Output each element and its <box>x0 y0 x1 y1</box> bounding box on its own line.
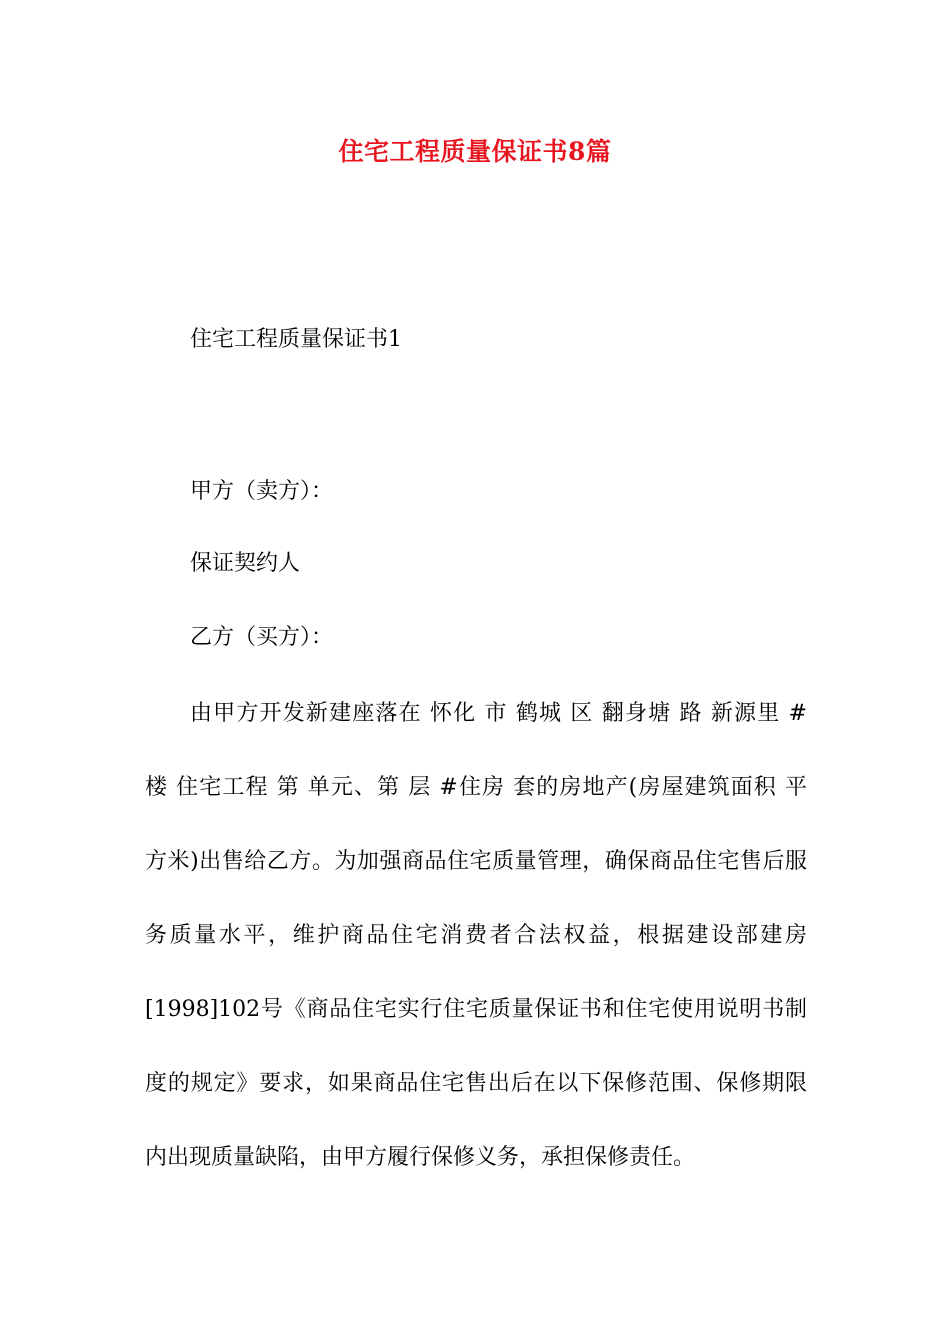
body-line: 务质量水平，维护商品住宅消费者合法权益，根据建设部建房 <box>145 923 807 948</box>
body-line: [1998]102号《商品住宅实行住宅质量保证书和住宅使用说明书制 <box>145 997 807 1022</box>
party-a-label: 甲方（卖方）： <box>190 479 334 504</box>
party-b-label: 乙方（买方）： <box>190 625 334 650</box>
document-title: 住宅工程质量保证书8篇 <box>338 137 612 166</box>
body-line: 度的规定》要求，如果商品住宅售出后在以下保修范围、保修期限 <box>145 1071 807 1096</box>
body-line: 方米)出售给乙方。为加强商品住宅质量管理，确保商品住宅售后服 <box>145 849 807 874</box>
guarantor-label: 保证契约人 <box>190 551 301 576</box>
body-line: 由甲方开发新建座落在 怀化 市 鹤城 区 翻身塘 路 新源里 # <box>190 701 807 726</box>
section-heading: 住宅工程质量保证书1 <box>190 327 402 352</box>
body-line: 内出现质量缺陷，由甲方履行保修义务，承担保修责任。 <box>145 1145 696 1170</box>
body-line: 楼 住宅工程 第 单元、第 层 #住房 套的房地产(房屋建筑面积 平 <box>145 775 807 800</box>
